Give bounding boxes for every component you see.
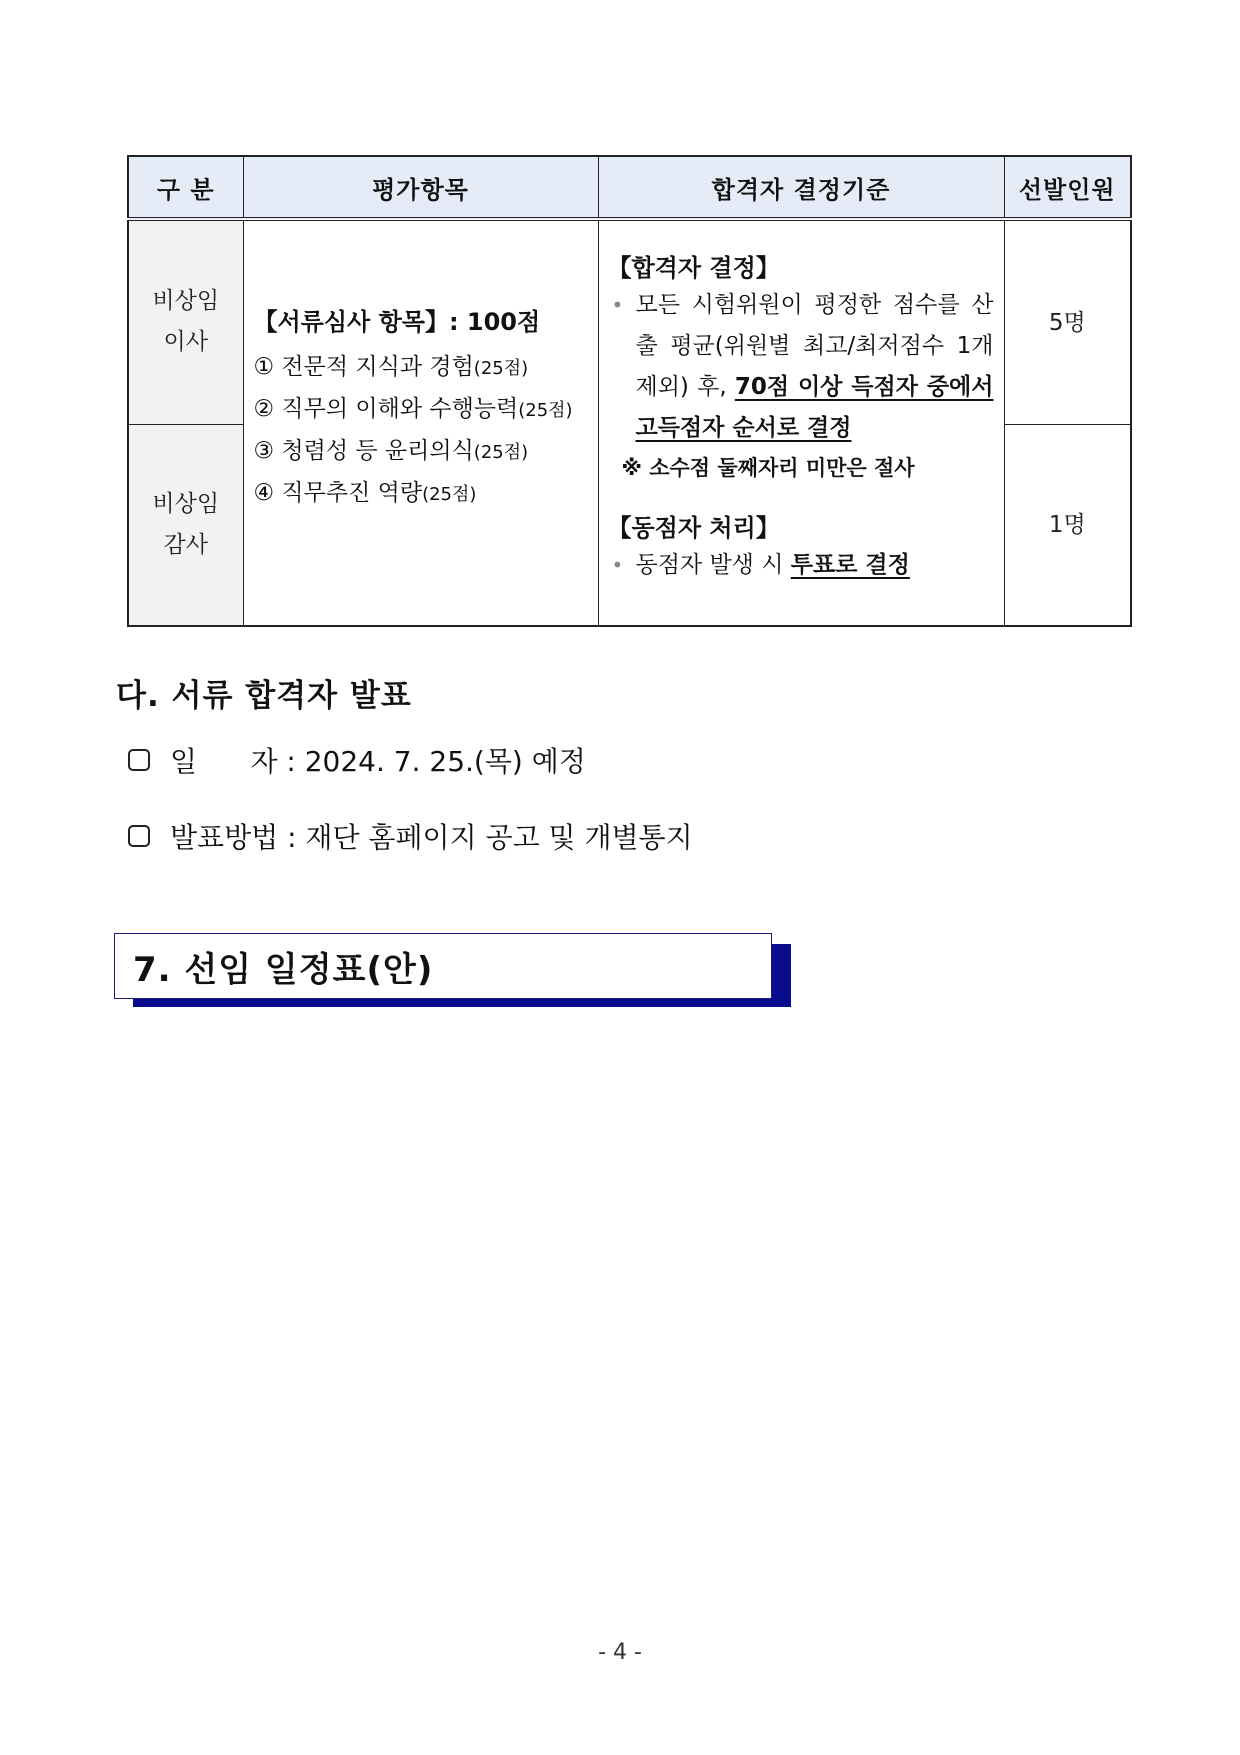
item-points: (25점) [473,441,529,463]
tie-bullet [608,545,994,586]
category-auditor [128,424,243,626]
pass-criteria-cell [598,219,1004,626]
section-title: 다. 서류 합격자 발표 [116,678,412,714]
category-line: 비상임 [152,490,220,517]
list-item [254,431,588,473]
count-director [1004,219,1131,424]
count-value: 1명 [1048,512,1086,539]
table-header-row [128,156,1131,219]
item-points: (25점) [518,399,573,421]
criteria-note: ※ 소수점 둘째자리 미만은 절사 [621,456,915,480]
chapter-title: 7. 선임 일정표(안) [133,949,434,990]
count-value: 5명 [1048,309,1086,336]
item-points: (25점) [473,357,529,379]
checkbox-icon [128,749,150,771]
page-number: - 4 - [598,1640,642,1665]
announcement-date-text: 일 자 : 2024. 7. 25.(목) 예정 [170,745,586,778]
item-text: ② 직무의 이해와 수행능력 [253,395,519,422]
items-list [254,347,588,515]
item-text: ① 전문적 지식과 경험 [253,353,474,380]
tie-heading: 【동점자 처리】 [607,514,780,542]
header-pass-criteria: 합격자 결정기준 [598,156,1004,219]
header-selection-count: 선발인원 [1004,156,1131,219]
category-director [128,219,243,424]
list-item [254,389,588,431]
evaluation-items-cell [243,219,598,626]
category-line: 감사 [163,531,208,558]
announcement-date-line [128,740,586,780]
checkbox-icon [128,825,150,847]
category-line: 이사 [163,329,208,356]
criteria-heading: 【합격자 결정】 [607,254,780,282]
item-text: ③ 청렴성 등 윤리의식 [253,437,474,464]
tie-emphasis: 투표로 결정 [790,552,910,578]
category-line: 비상임 [152,288,220,315]
evaluation-table [127,155,1132,627]
item-points: (25점) [422,483,477,505]
tie-text: 동점자 발생 시 [635,552,791,578]
header-category: 구 분 [128,156,243,219]
items-heading: 【서류심사 항목】: 100점 [253,307,541,336]
item-text: ④ 직무추진 역량 [253,479,423,506]
announcement-method-text: 발표방법 : 재단 홈페이지 공고 및 개별통지 [170,821,693,854]
count-auditor [1004,424,1131,626]
announcement-method-line [128,816,693,856]
criteria-bullet [608,285,994,449]
criteria-text: 모든 시험위원이 평정한 점수를 산출 평균(위원별 최고/최저점수 1개 제외) 후, [635,292,994,400]
criteria-emphasis: 70점 이상 득점자 중에서 고득점자 순서로 결정 [635,374,994,441]
list-item [254,347,588,389]
header-evaluation-items: 평가항목 [243,156,598,219]
table-row [128,219,1131,424]
list-item [254,473,588,515]
chapter-title-box [114,933,772,999]
